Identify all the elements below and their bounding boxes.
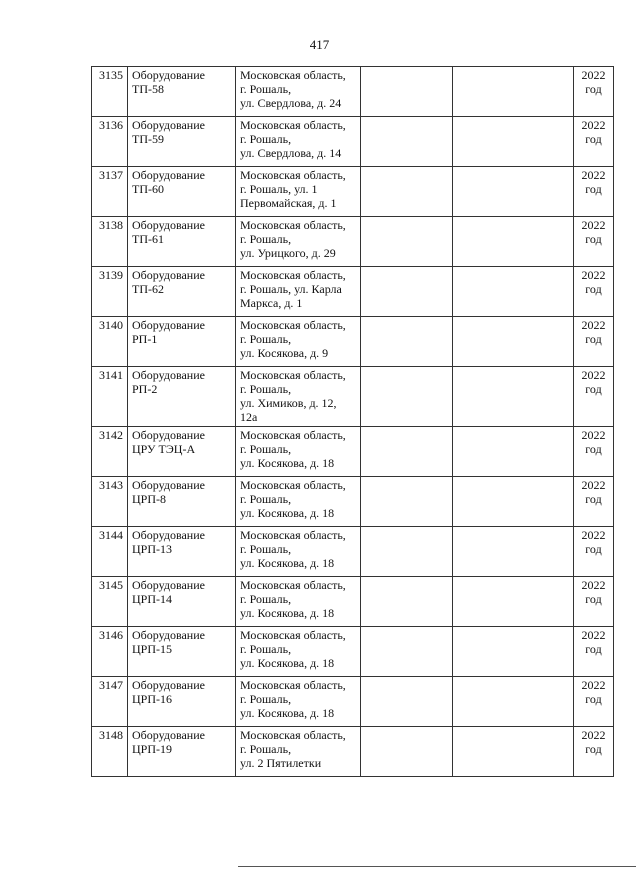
year-cell: 2022 год (574, 317, 614, 367)
row-number: 3135 (92, 67, 128, 117)
row-number: 3148 (92, 727, 128, 777)
table-row (92, 317, 614, 367)
year-cell: 2022 год (574, 577, 614, 627)
row-number: 3137 (92, 167, 128, 217)
row-number: 3141 (92, 367, 128, 427)
empty-cell (361, 427, 453, 477)
equipment-name: Оборудование ТП-61 (128, 217, 236, 267)
table-row (92, 367, 614, 427)
empty-cell (361, 527, 453, 577)
equipment-name: Оборудование ЦРП-15 (128, 627, 236, 677)
row-number: 3144 (92, 527, 128, 577)
equipment-name: Оборудование ЦРП-16 (128, 677, 236, 727)
footer-rule (238, 866, 636, 867)
empty-cell (453, 427, 574, 477)
empty-cell (453, 267, 574, 317)
empty-cell (453, 367, 574, 427)
table-row (92, 67, 614, 117)
empty-cell (453, 627, 574, 677)
row-number: 3145 (92, 577, 128, 627)
empty-cell (453, 677, 574, 727)
equipment-name: Оборудование ТП-58 (128, 67, 236, 117)
page-number: 417 (309, 37, 330, 52)
address: Московская область, г. Рошаль, ул. 2 Пятилетки (236, 727, 361, 777)
address: Московская область, г. Рошаль, ул. Урицкого, д. 29 (236, 217, 361, 267)
empty-cell (453, 577, 574, 627)
empty-cell (361, 477, 453, 527)
year-cell: 2022 год (574, 267, 614, 317)
row-number: 3140 (92, 317, 128, 367)
empty-cell (453, 67, 574, 117)
year-cell: 2022 год (574, 67, 614, 117)
empty-cell (453, 477, 574, 527)
row-number: 3138 (92, 217, 128, 267)
empty-cell (361, 727, 453, 777)
empty-cell (361, 117, 453, 167)
row-number: 3147 (92, 677, 128, 727)
address: Московская область, г. Рошаль, ул. 1 Первомайская, д. 1 (236, 167, 361, 217)
empty-cell (453, 527, 574, 577)
equipment-name: Оборудование ЦРП-19 (128, 727, 236, 777)
row-number: 3142 (92, 427, 128, 477)
empty-cell (361, 367, 453, 427)
address: Московская область, г. Рошаль, ул. Косякова, д. 9 (236, 317, 361, 367)
equipment-name: Оборудование РП-2 (128, 367, 236, 427)
empty-cell (361, 67, 453, 117)
row-number: 3139 (92, 267, 128, 317)
empty-cell (453, 167, 574, 217)
year-cell: 2022 год (574, 677, 614, 727)
table-row (92, 727, 614, 777)
address: Московская область, г. Рошаль, ул. Косякова, д. 18 (236, 677, 361, 727)
table-row (92, 117, 614, 167)
table-row (92, 267, 614, 317)
table-row (92, 477, 614, 527)
row-number: 3146 (92, 627, 128, 677)
table-row (92, 527, 614, 577)
empty-cell (361, 627, 453, 677)
table-row (92, 427, 614, 477)
year-cell: 2022 год (574, 427, 614, 477)
table-row (92, 217, 614, 267)
address: Московская область, г. Рошаль, ул. Косякова, д. 18 (236, 577, 361, 627)
address: Московская область, г. Рошаль, ул. Свердлова, д. 24 (236, 67, 361, 117)
equipment-name: Оборудование РП-1 (128, 317, 236, 367)
row-number: 3136 (92, 117, 128, 167)
address: Московская область, г. Рошаль, ул. Карла Маркса, д. 1 (236, 267, 361, 317)
table-row (92, 627, 614, 677)
address: Московская область, г. Рошаль, ул. Химиков, д. 12, 12а (236, 367, 361, 427)
year-cell: 2022 год (574, 167, 614, 217)
year-cell: 2022 год (574, 117, 614, 167)
equipment-name: Оборудование ТП-60 (128, 167, 236, 217)
empty-cell (361, 677, 453, 727)
empty-cell (361, 317, 453, 367)
equipment-name: Оборудование ТП-62 (128, 267, 236, 317)
year-cell: 2022 год (574, 367, 614, 427)
empty-cell (361, 167, 453, 217)
table-row (92, 677, 614, 727)
address: Московская область, г. Рошаль, ул. Косякова, д. 18 (236, 427, 361, 477)
year-cell: 2022 год (574, 477, 614, 527)
address: Московская область, г. Рошаль, ул. Косякова, д. 18 (236, 527, 361, 577)
address: Московская область, г. Рошаль, ул. Свердлова, д. 14 (236, 117, 361, 167)
equipment-name: Оборудование ЦРП-8 (128, 477, 236, 527)
equipment-name: Оборудование ЦРП-14 (128, 577, 236, 627)
year-cell: 2022 год (574, 727, 614, 777)
equipment-name: Оборудование ТП-59 (128, 117, 236, 167)
year-cell: 2022 год (574, 217, 614, 267)
empty-cell (453, 317, 574, 367)
equipment-name: Оборудование ЦРУ ТЭЦ-А (128, 427, 236, 477)
address: Московская область, г. Рошаль, ул. Косякова, д. 18 (236, 477, 361, 527)
empty-cell (453, 217, 574, 267)
empty-cell (361, 267, 453, 317)
empty-cell (361, 577, 453, 627)
table-row (92, 167, 614, 217)
row-number: 3143 (92, 477, 128, 527)
equipment-name: Оборудование ЦРП-13 (128, 527, 236, 577)
empty-cell (453, 727, 574, 777)
address: Московская область, г. Рошаль, ул. Косякова, д. 18 (236, 627, 361, 677)
empty-cell (453, 117, 574, 167)
empty-cell (361, 217, 453, 267)
table-row (92, 577, 614, 627)
year-cell: 2022 год (574, 527, 614, 577)
year-cell: 2022 год (574, 627, 614, 677)
registry-table (91, 66, 614, 777)
